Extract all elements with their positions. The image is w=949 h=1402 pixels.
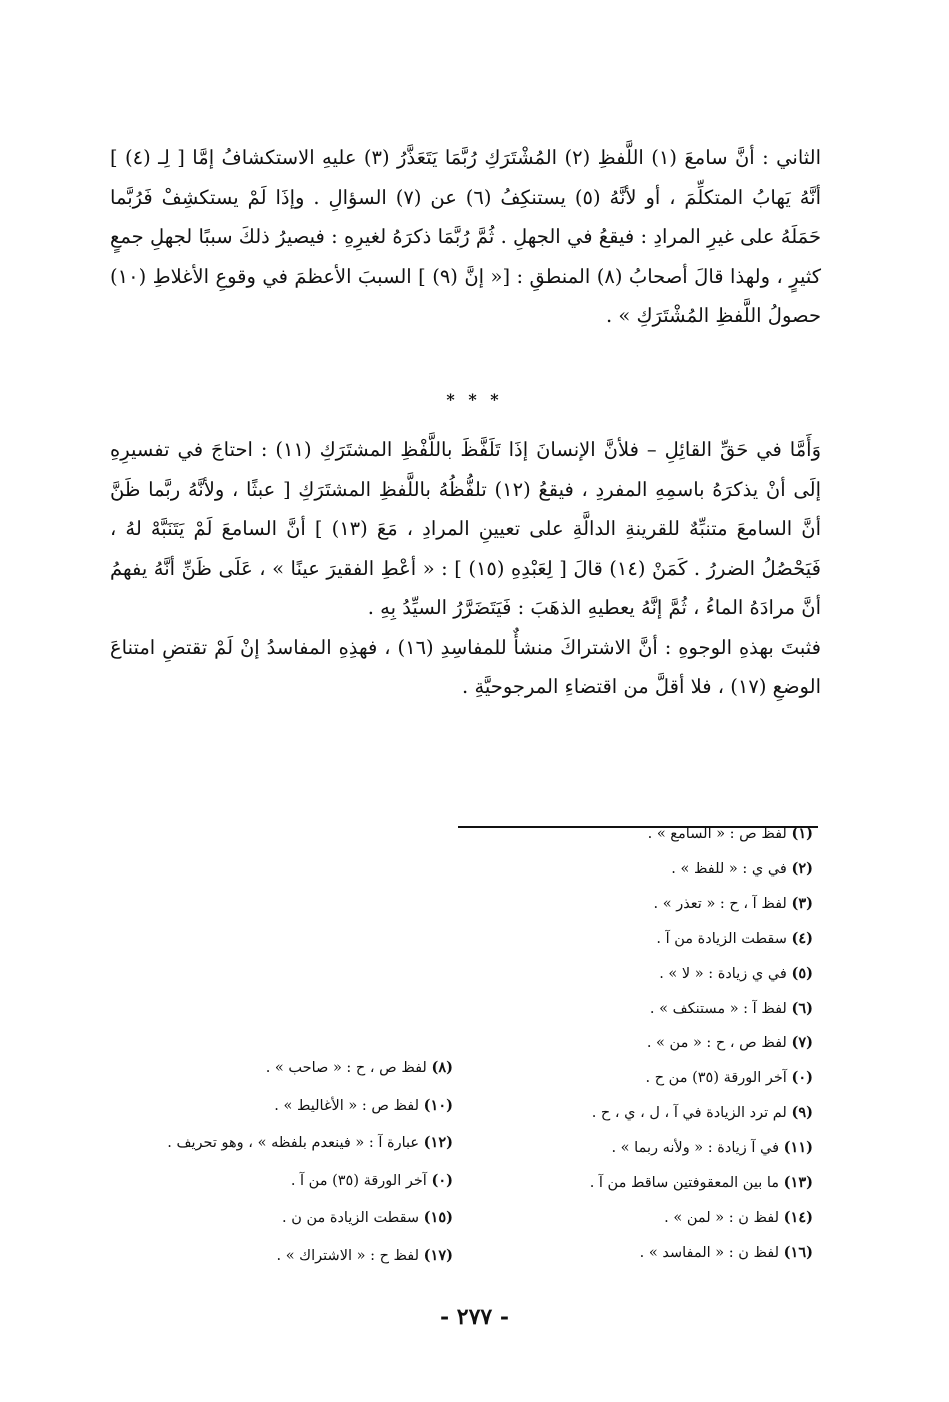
footnote-number: (٣) bbox=[791, 894, 813, 912]
footnote-number: (٨) bbox=[431, 1059, 453, 1076]
paragraph-second: وَأَمَّا في حَقِّ القائِلِ – فلأنَّ الإنسانَ إذَا تَلَفَّظَ باللَّفْظِ المشتَرَكِ (١١) : احتاجَ في تفسيرِهِ إلَى أنْ يذكرَهُ باسمِهِ المفردِ ، فيقعُ (١٢) تلفُّظُهُ باللَّفظِ المشتَرَكِ [ عبثًا ، ولأنَّهُ ربَّما ظَنَّ أنَّ السامعَ متنبِّهٌ للقرينةِ الدالَّةِ على تعيينِ المرادِ ، مَعَ (١٣) ] أنَّ السامعَ لَمْ يَتَنَبَّهْ لهُ ، فَيَحْصُلُ الضررُ . كَمَنْ (١٤) قالَ [ لِعَبْدِهِ (١٥) ] : « أعْطِ الفقيرَ عينًا » ، عَلَى ظَنِّ أنَّهُ يفهمُ أنَّ مرادَهُ الماءُ ، ثُمَّ إنَّهُ يعطيهِ الذهَبَ : فَيَتَضَرَّرُ السيِّدُ بِهِ . bbox=[110, 438, 822, 619]
footnote-text: لفظ ص : « الأغاليط » . bbox=[274, 1097, 424, 1114]
footnote bbox=[611, 1136, 813, 1160]
footnote-text: عبارة آ : « فينعدم بلفظه » ، وهو تحريف . bbox=[167, 1135, 424, 1151]
footnote bbox=[659, 962, 813, 986]
footnote-number: (١٤) bbox=[783, 1208, 813, 1226]
footnote-text: ما بين المعقوفتين ساقط من آ . bbox=[589, 1175, 784, 1191]
footnote-text: في آ زيادة : « ولأنه ربما » . bbox=[611, 1140, 784, 1157]
footnote-number: (١٦) bbox=[783, 1243, 813, 1261]
footnote-text: لفظ ص ، ح : « من » . bbox=[646, 1035, 792, 1052]
footnote bbox=[590, 1171, 813, 1195]
footnote bbox=[640, 1241, 813, 1265]
footnote-text: لفظ ن : « لمن » . bbox=[664, 1209, 784, 1226]
footnote-number: (٠) bbox=[431, 1171, 453, 1189]
footnote bbox=[291, 1169, 453, 1193]
paragraph-third: فثبتَ بهذهِ الوجوهِ : أنَّ الاشتراكَ منشأٌ للمفاسِدِ (١٦) ، فهذِهِ المفاسدُ إنْ لَمْ تقتضِ امتناعَ الوضعِ (١٧) ، فلا أقلَّ من اقتضاءِ المرجوحيَّةِ . bbox=[110, 635, 821, 698]
page-number: - ٢٧٧ - bbox=[439, 1304, 510, 1330]
footnote-number: (١٧) bbox=[423, 1246, 453, 1264]
footnote bbox=[648, 822, 813, 846]
footnote-number: (٧) bbox=[791, 1034, 813, 1052]
footnote-text: لفظ ن : « المفاسد » . bbox=[639, 1244, 784, 1261]
footnote-text: في ي : « للفظ » . bbox=[671, 860, 792, 877]
paragraph-first: الثاني : أنَّ سامعَ (١) اللَّفظِ (٢) المُشْتَرَكِ رُبَّمَا يَتَعَذَّرُ (٣) عليهِ الاستكشافُ إمَّا [ لِـ (٤) ] أنَّهُ يَهابُ المتكلِّمَ ، أو لأنَّهُ (٥) يستنكِفُ (٦) عن (٧) السؤالِ . وإذَا لَمْ يستكشِفْ فَرُبَّما حَمَلَهُ على غيرِ المرادِ : فيقعُ في الجهلِ . ثُمَّ رُبَّمَا ذكرَهُ لغيرِهِ : فيصيرُ ذلكَ سببًا لجهلِ جمعٍ كثيرٍ ، ولهذا قالَ أصحابُ (٨) المنطقِ : [« إنَّ (٩) ] السببَ الأعظمَ في وقوعِ الأغلاطِ (١٠) حصولُ اللَّفظِ المُشْتَرَكِ » . bbox=[110, 146, 822, 327]
footnote-number: (١) bbox=[791, 825, 813, 842]
section-divider-stars: * * * bbox=[446, 390, 503, 409]
footnote-number: (٢) bbox=[791, 859, 813, 877]
footnote bbox=[167, 1131, 453, 1155]
footnote-text: لفظ ص : « السامع » . bbox=[647, 826, 792, 842]
main-text-second bbox=[110, 430, 821, 707]
footnote-text: في ي زيادة : « لا » . bbox=[659, 965, 792, 982]
footnote-number: (١١) bbox=[783, 1139, 813, 1157]
footnote-text: سقطت الزيادة من آ . bbox=[656, 930, 792, 947]
footnote bbox=[664, 1206, 813, 1230]
footnote-text: آخر الورقة (٣٥) من آ . bbox=[290, 1172, 432, 1189]
footnote-number: (٤) bbox=[791, 929, 813, 947]
footnote bbox=[650, 997, 813, 1021]
footnote-number: (١٢) bbox=[423, 1134, 453, 1151]
footnote bbox=[274, 1094, 453, 1118]
footnote-number: (٩) bbox=[791, 1104, 813, 1122]
footnote-number: (١٥) bbox=[423, 1209, 453, 1226]
footnote bbox=[647, 1031, 813, 1055]
footnote-text: لفظ ح : « الاشتراك » . bbox=[276, 1247, 424, 1264]
footnote bbox=[592, 1101, 813, 1125]
footnote-number: (١٠) bbox=[423, 1096, 453, 1114]
footnote-number: (٥) bbox=[791, 964, 813, 982]
main-text bbox=[110, 138, 821, 336]
footnote-text: لفظ ص ، ح : « صاحب » . bbox=[265, 1060, 432, 1076]
footnote bbox=[671, 857, 813, 881]
footnote bbox=[266, 1056, 453, 1080]
footnote-text: سقطت الزيادة من ن . bbox=[281, 1210, 424, 1226]
footnote bbox=[276, 1244, 453, 1268]
footnote-text: آخر الورقة (٣٥) من ح . bbox=[645, 1070, 792, 1087]
footnote bbox=[654, 892, 814, 916]
footnote-text: لم ترد الزيادة في آ ، ل ، ي ، ح . bbox=[591, 1105, 792, 1122]
footnote-text: لفظ آ : « مستنكف » . bbox=[649, 1000, 792, 1017]
footnote-text: لفظ آ ، ح : « تعذر » . bbox=[653, 895, 792, 912]
footnote bbox=[282, 1206, 453, 1230]
footnote-number: (٠) bbox=[791, 1069, 813, 1087]
footnote-number: (٦) bbox=[791, 999, 813, 1017]
footnote bbox=[645, 1066, 813, 1090]
footnote-number: (١٣) bbox=[783, 1174, 813, 1191]
footnote bbox=[656, 927, 813, 951]
